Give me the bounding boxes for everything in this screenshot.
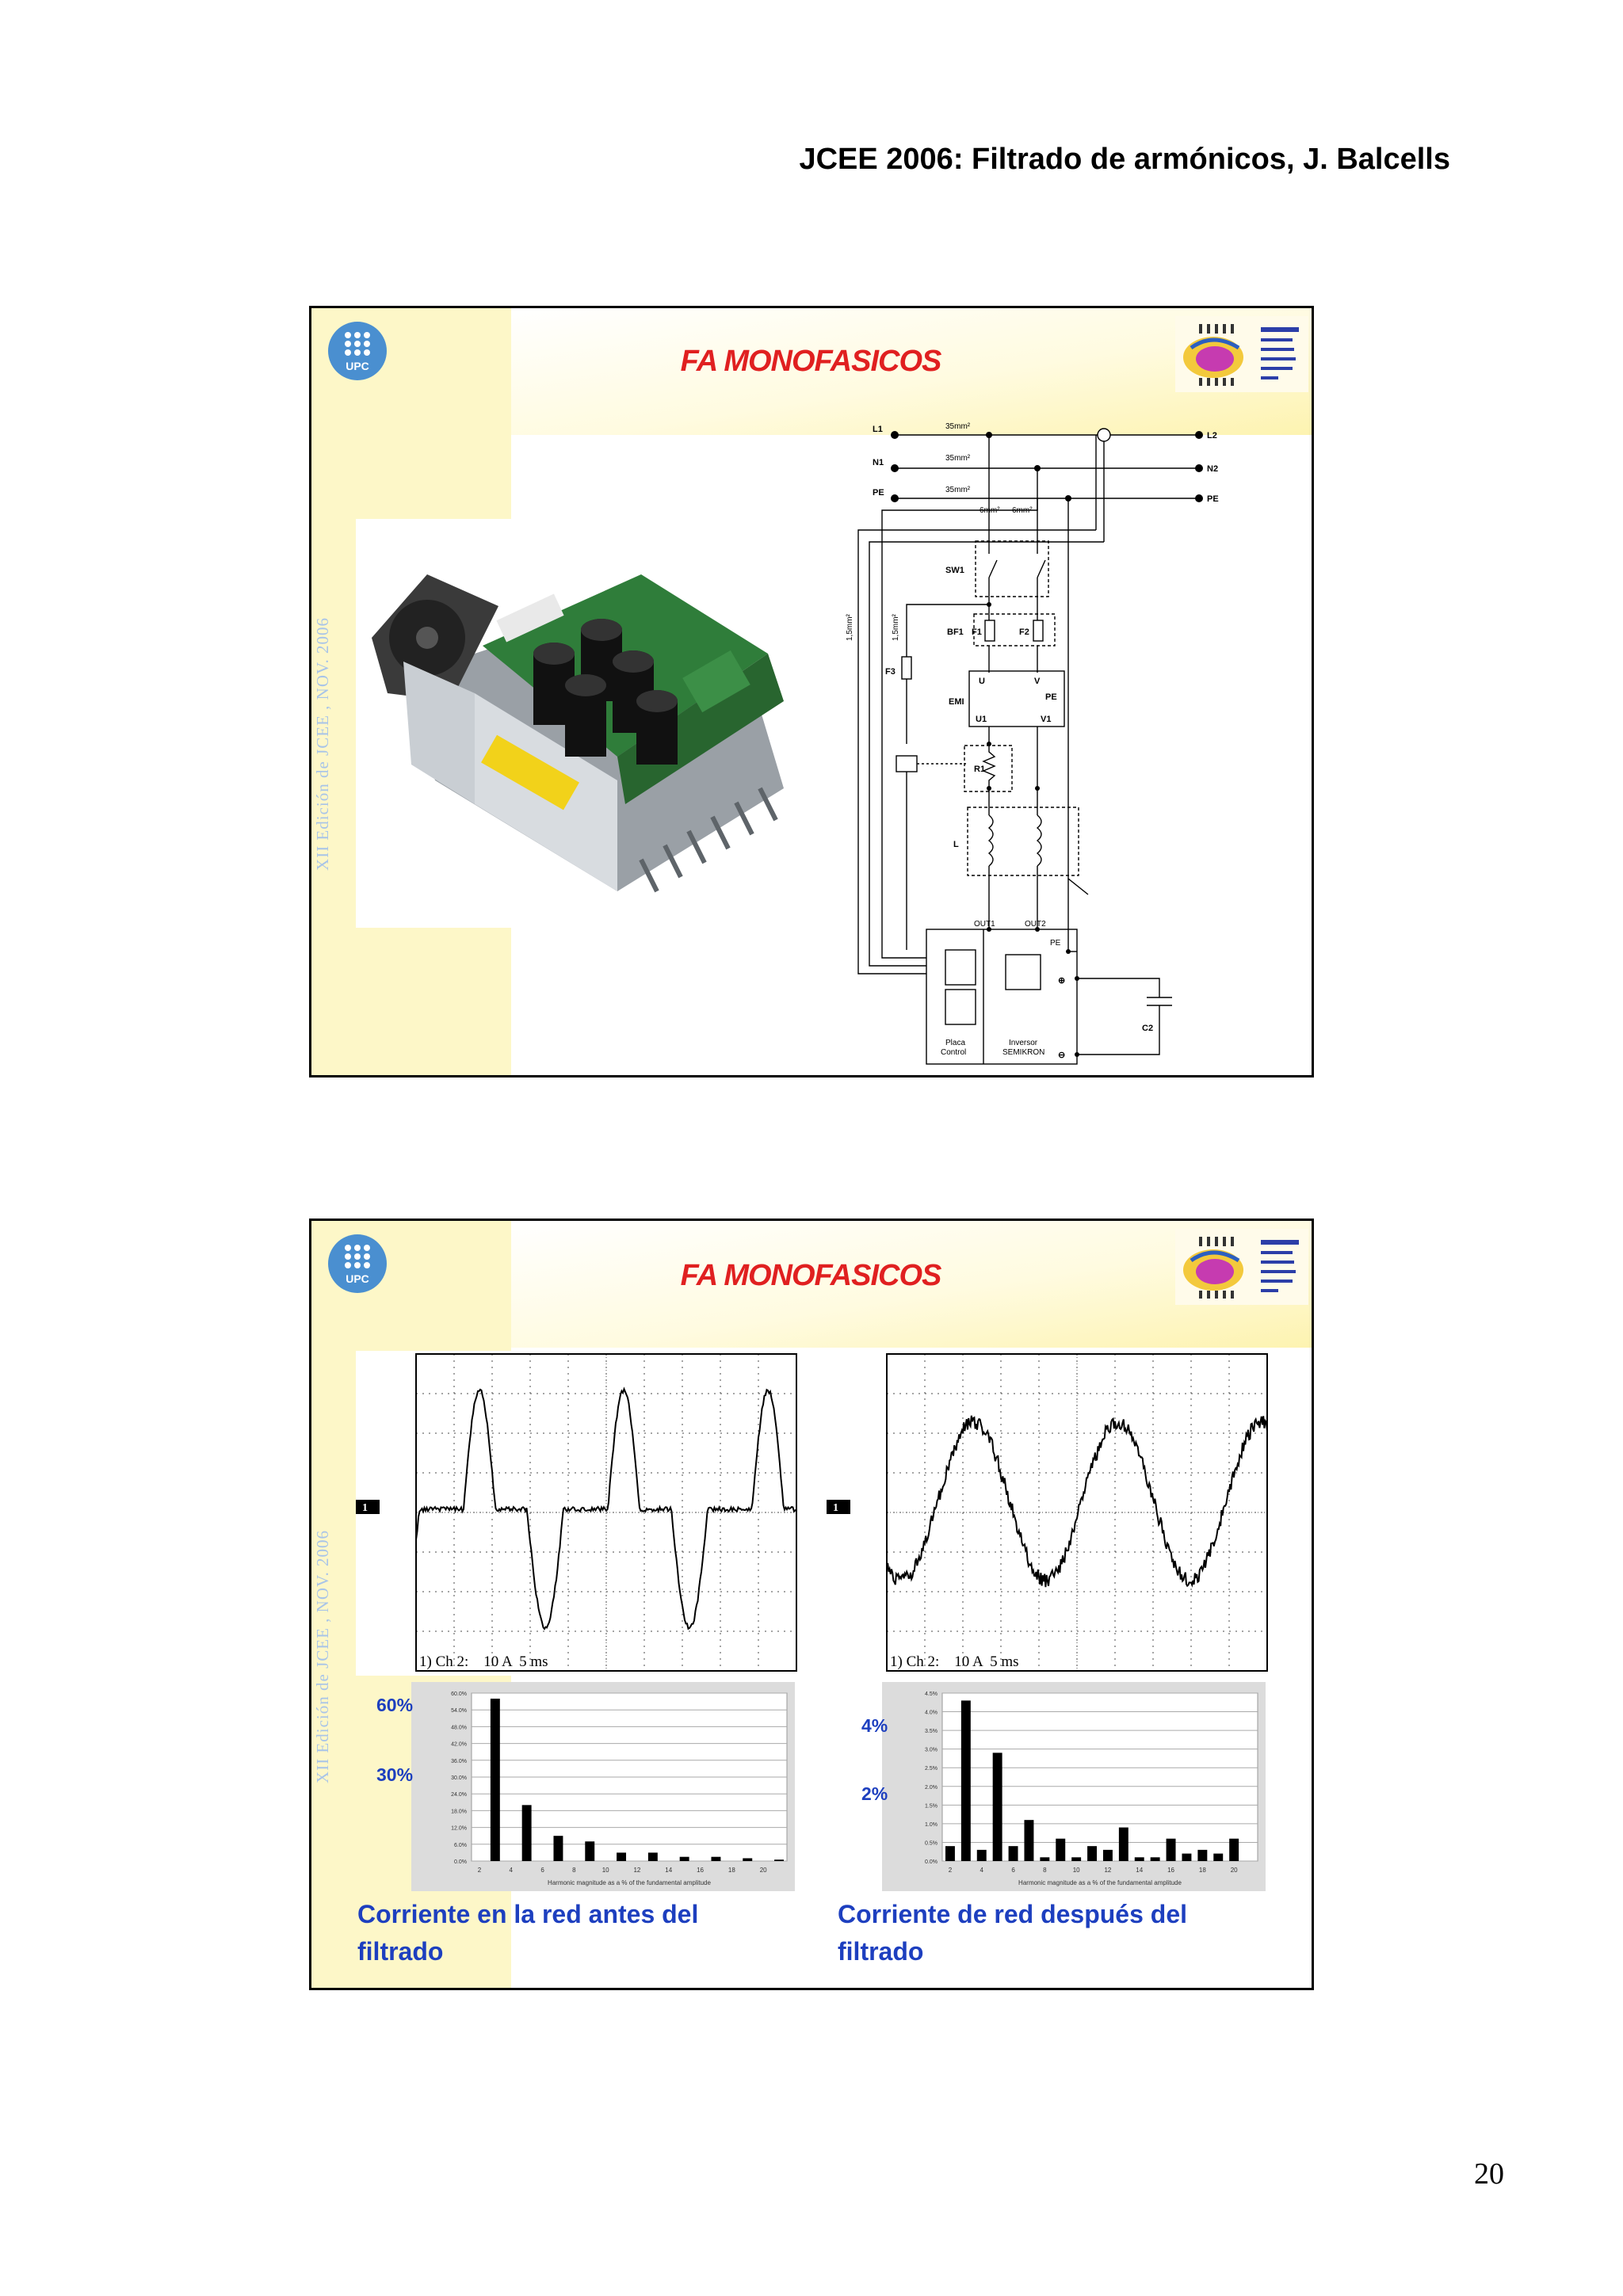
x-tick-label: 20	[759, 1867, 767, 1874]
svg-text:35mm²: 35mm²	[945, 422, 971, 431]
svg-text:Placa: Placa	[945, 1039, 966, 1047]
y-tick-label: 42.0%	[451, 1741, 467, 1748]
harmonic-bar	[1087, 1846, 1097, 1861]
caption-after	[838, 1896, 1218, 1970]
slide-title: FA MONOFASICOS	[680, 345, 941, 378]
scope-label: 1) Ch 2: 10 A 5 ms	[419, 1653, 548, 1670]
y-tick-label: 54.0%	[451, 1708, 467, 1714]
svg-text:SEMIKRON: SEMIKRON	[1002, 1048, 1045, 1057]
harmonics-chart-after	[882, 1682, 1266, 1891]
svg-text:L1: L1	[873, 425, 883, 434]
harmonic-bar	[1040, 1857, 1049, 1861]
x-tick-label: 10	[1072, 1867, 1080, 1874]
y-tick-label: 1.5%	[925, 1803, 938, 1810]
slide-title: FA MONOFASICOS	[680, 1259, 941, 1292]
harmonic-bar	[1056, 1839, 1065, 1861]
wiring-schematic	[827, 411, 1302, 1069]
x-tick-label: 20	[1230, 1867, 1238, 1874]
y-tick-label: 1.0%	[925, 1821, 938, 1828]
svg-text:OUT1: OUT1	[974, 920, 995, 929]
y-tick-label: 0.0%	[925, 1859, 938, 1865]
page-number: 20	[1474, 2157, 1504, 2191]
harmonic-bar	[977, 1850, 987, 1861]
y-tick-label: 12.0%	[451, 1825, 467, 1832]
y-tick-label: 36.0%	[451, 1758, 467, 1764]
svg-text:PE: PE	[1050, 939, 1061, 948]
harmonic-bar	[617, 1852, 626, 1861]
caption-line: Corriente en la red antes del	[357, 1900, 699, 1928]
slide-2	[309, 1219, 1314, 1990]
svg-text:SW1: SW1	[945, 566, 964, 575]
harmonic-bar	[711, 1857, 720, 1861]
y-tick-label: 18.0%	[451, 1809, 467, 1815]
x-tick-label: 14	[1136, 1867, 1144, 1874]
harmonic-bar	[1024, 1820, 1033, 1861]
x-axis-label: Harmonic magnitude as a % of the fundamental amplitude	[548, 1879, 711, 1886]
y-tick-label: 3.0%	[925, 1747, 938, 1753]
harmonic-bar	[1071, 1857, 1081, 1861]
svg-text:F2: F2	[1019, 627, 1029, 637]
svg-text:⊕: ⊕	[1058, 976, 1066, 986]
svg-text:PE: PE	[1207, 494, 1219, 504]
harmonic-bar	[1119, 1828, 1128, 1861]
y-tick-label: 4.5%	[925, 1691, 938, 1697]
x-tick-label: 2	[477, 1867, 482, 1874]
pct-label: 4%	[861, 1715, 888, 1736]
svg-text:35mm²: 35mm²	[945, 486, 971, 494]
x-tick-label: 4	[980, 1867, 983, 1874]
harmonic-bar	[961, 1700, 971, 1861]
x-tick-label: 12	[633, 1867, 641, 1874]
harmonic-bar	[1135, 1857, 1144, 1861]
slide-1	[309, 306, 1314, 1077]
harmonic-bar	[993, 1753, 1002, 1861]
svg-text:U1: U1	[976, 715, 987, 724]
x-tick-label: 10	[601, 1867, 609, 1874]
svg-text:U: U	[979, 677, 985, 686]
x-axis-label: Harmonic magnitude as a % of the fundamental amplitude	[1018, 1879, 1182, 1886]
upc-logo	[327, 321, 388, 381]
x-tick-label: 14	[665, 1867, 673, 1874]
side-text: XII Edición de JCEE , NOV. 2006	[313, 617, 332, 871]
svg-text:35mm²: 35mm²	[945, 454, 971, 463]
svg-text:V: V	[1034, 677, 1041, 686]
harmonic-bar	[1182, 1854, 1191, 1861]
harmonic-bar	[1103, 1850, 1113, 1861]
svg-text:OUT2: OUT2	[1025, 920, 1046, 929]
svg-text:PE: PE	[1045, 692, 1057, 702]
harmonic-bar	[585, 1841, 594, 1861]
inverter-photo	[356, 519, 825, 928]
y-tick-label: 6.0%	[454, 1842, 467, 1848]
upc-logo	[327, 1234, 388, 1294]
svg-text:F1: F1	[972, 627, 982, 637]
caption-line: filtrado	[838, 1937, 924, 1966]
y-tick-label: 24.0%	[451, 1792, 467, 1798]
x-tick-label: 12	[1104, 1867, 1112, 1874]
y-tick-label: 2.0%	[925, 1784, 938, 1791]
svg-text:EMI: EMI	[949, 697, 964, 707]
y-tick-label: 48.0%	[451, 1725, 467, 1731]
svg-text:6mm²: 6mm²	[1012, 506, 1033, 515]
svg-text:R1: R1	[974, 765, 986, 774]
y-tick-label: 30.0%	[451, 1775, 467, 1781]
harmonic-bar	[1167, 1839, 1176, 1861]
svg-text:PE: PE	[873, 488, 884, 498]
x-tick-label: 16	[1167, 1867, 1175, 1874]
x-tick-label: 2	[948, 1867, 953, 1874]
caption-line: Corriente de red después del	[838, 1900, 1188, 1928]
svg-text:Control: Control	[941, 1048, 967, 1057]
group-logo	[1175, 1229, 1308, 1305]
x-tick-label: 8	[572, 1867, 576, 1874]
x-tick-label: 16	[697, 1867, 705, 1874]
svg-text:N1: N1	[873, 458, 884, 467]
svg-text:F3: F3	[885, 667, 896, 677]
harmonic-bar	[1213, 1854, 1223, 1861]
harmonic-bar	[774, 1859, 784, 1861]
y-tick-label: 2.5%	[925, 1766, 938, 1772]
svg-text:6mm²: 6mm²	[980, 506, 1000, 515]
harmonic-bar	[648, 1852, 658, 1861]
harmonic-bar	[553, 1836, 563, 1861]
y-tick-label: 4.0%	[925, 1710, 938, 1716]
harmonic-bar	[1197, 1850, 1207, 1861]
x-tick-label: 18	[1198, 1867, 1206, 1874]
caption-line: filtrado	[357, 1937, 444, 1966]
harmonic-bar	[1151, 1857, 1160, 1861]
side-text: XII Edición de JCEE , NOV. 2006	[313, 1530, 332, 1783]
harmonics-chart-before	[411, 1682, 795, 1891]
svg-text:BF1: BF1	[947, 627, 964, 637]
x-tick-label: 4	[509, 1867, 513, 1874]
group-logo	[1175, 316, 1308, 392]
y-tick-label: 0.5%	[925, 1840, 938, 1847]
caption-before	[357, 1896, 738, 1970]
harmonic-bar	[1229, 1839, 1239, 1861]
harmonic-bar	[743, 1858, 752, 1861]
y-tick-label: 0.0%	[454, 1859, 467, 1865]
x-tick-label: 6	[540, 1867, 544, 1874]
svg-text:N2: N2	[1207, 464, 1219, 474]
harmonic-bar	[680, 1857, 689, 1861]
pct-label: 30%	[376, 1764, 414, 1785]
document-header: JCEE 2006: Filtrado de armónicos, J. Balcells	[799, 143, 1450, 176]
svg-text:L2: L2	[1207, 431, 1217, 441]
svg-text:⊖: ⊖	[1058, 1051, 1066, 1060]
scope-before	[356, 1351, 800, 1676]
svg-text:V1: V1	[1041, 715, 1052, 724]
svg-text:L: L	[953, 840, 959, 849]
harmonic-bar	[522, 1805, 532, 1861]
x-tick-label: 18	[727, 1867, 735, 1874]
y-tick-label: 60.0%	[451, 1691, 467, 1697]
scope-marker: 1	[833, 1502, 838, 1514]
svg-text:C2: C2	[1142, 1024, 1154, 1033]
pct-label: 60%	[376, 1695, 414, 1715]
upc-logo-text: UPC	[346, 1272, 369, 1285]
x-tick-label: 6	[1011, 1867, 1015, 1874]
y-tick-label: 3.5%	[925, 1729, 938, 1735]
pct-label: 2%	[861, 1783, 888, 1804]
scope-label: 1) Ch 2: 10 A 5 ms	[890, 1653, 1019, 1670]
scope-marker: 1	[362, 1502, 368, 1514]
harmonic-bar	[945, 1846, 955, 1861]
upc-logo-text: UPC	[346, 360, 369, 372]
harmonic-bar	[491, 1699, 500, 1861]
svg-text:Inversor: Inversor	[1009, 1039, 1038, 1047]
scope-after	[827, 1351, 1270, 1676]
svg-text:1,5mm²: 1,5mm²	[892, 614, 900, 641]
harmonic-bar	[1009, 1846, 1018, 1861]
svg-text:1,5mm²: 1,5mm²	[846, 614, 854, 641]
x-tick-label: 8	[1043, 1867, 1047, 1874]
